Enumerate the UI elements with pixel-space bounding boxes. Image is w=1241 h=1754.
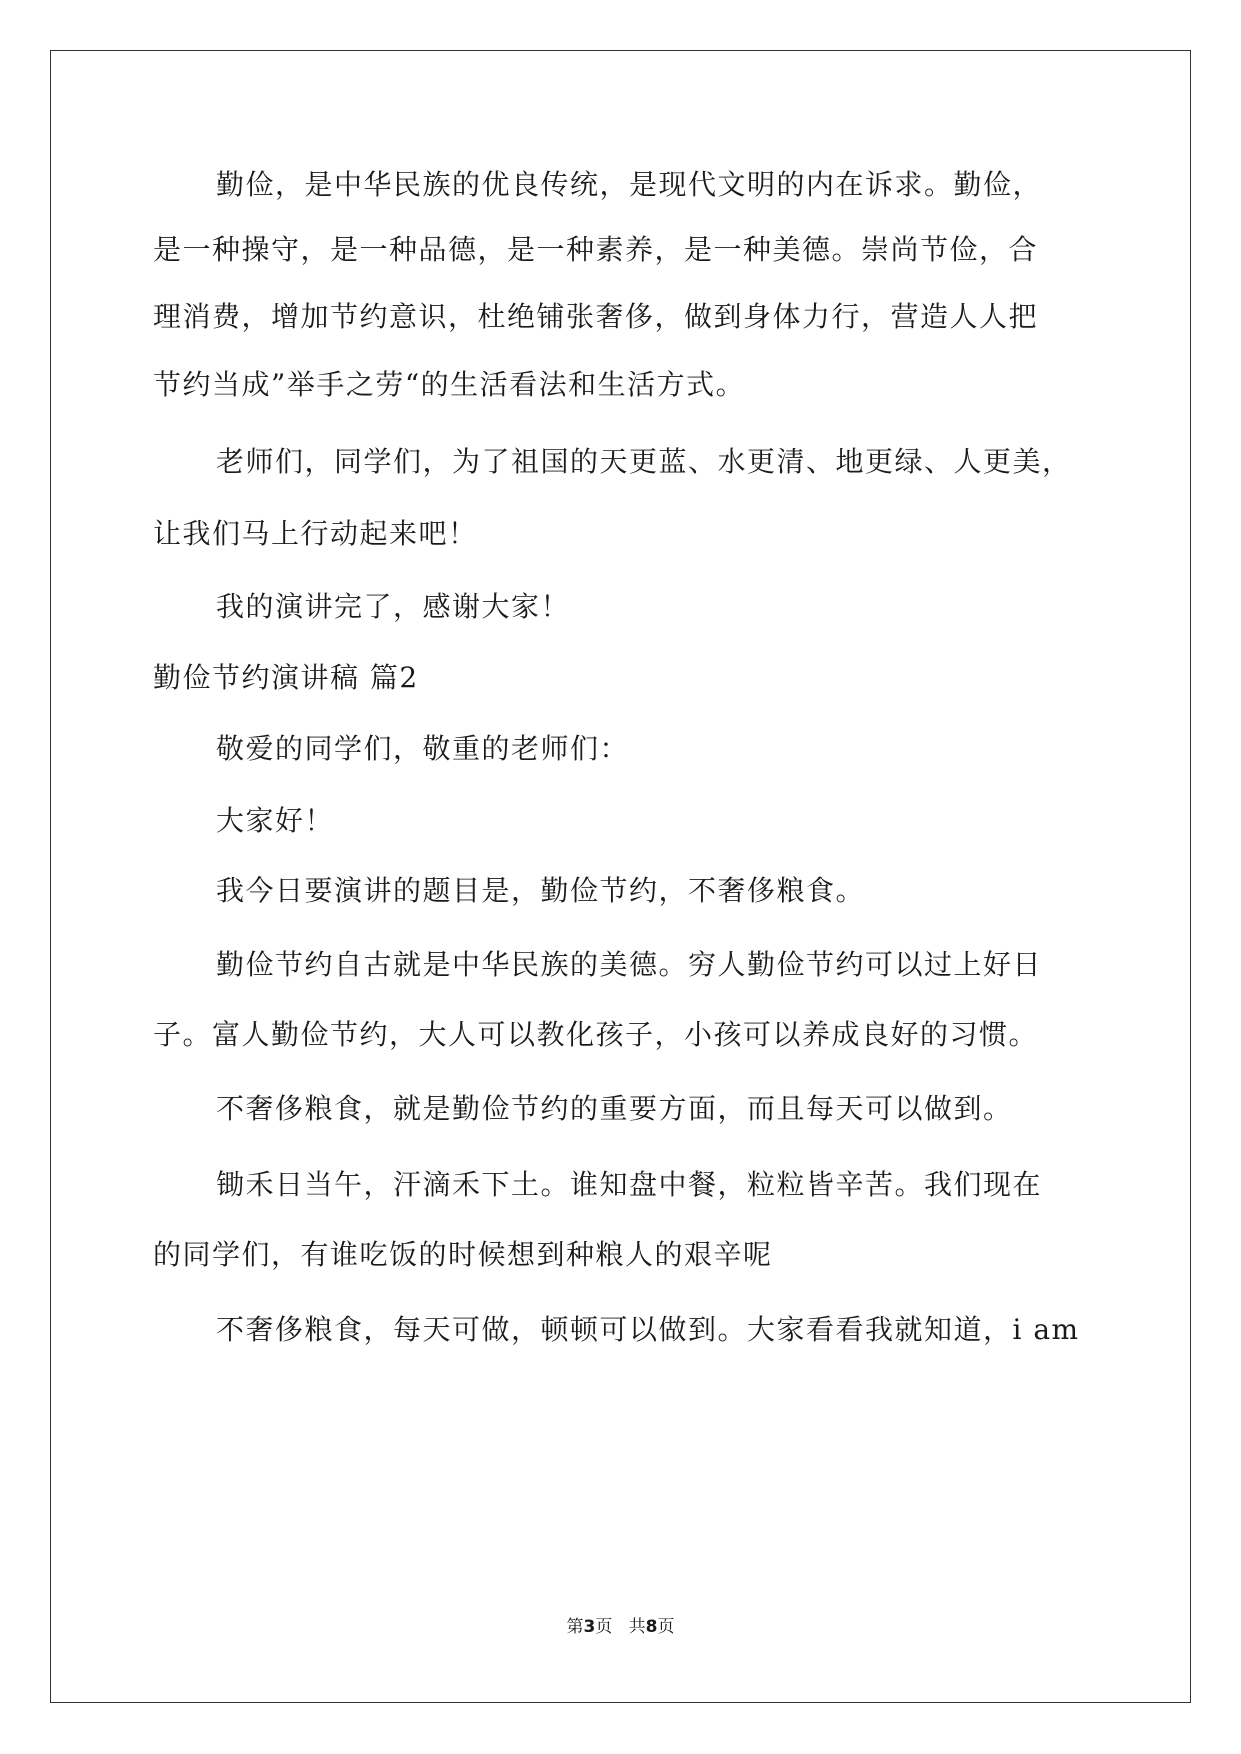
paragraph-line: 老师们，同学们，为了祖国的天更蓝、水更清、地更绿、人更美， <box>216 445 1072 478</box>
paragraph-line: 不奢侈粮食，每天可做，顿顿可以做到。大家看看我就知道，i am <box>216 1313 1080 1346</box>
paragraph-line: 不奢侈粮食，就是勤俭节约的重要方面，而且每天可以做到。 <box>216 1092 1013 1125</box>
page-footer <box>0 1612 1241 1637</box>
total-prefix: 共 <box>628 1617 646 1637</box>
paragraph-line: 是一种操守，是一种品德，是一种素养，是一种美德。崇尚节俭，合 <box>153 233 1039 266</box>
paragraph-line: 理消费，增加节约意识，杜绝铺张奢侈，做到身体力行，营造人人把 <box>153 300 1039 333</box>
paragraph-line: 我今日要演讲的题目是，勤俭节约，不奢侈粮食。 <box>216 874 866 907</box>
paragraph-line: 节约当成”举手之劳“的生活看法和生活方式。 <box>153 368 746 401</box>
paragraph-line: 勤俭节约自古就是中华民族的美德。穷人勤俭节约可以过上好日 <box>216 948 1043 981</box>
page-prefix: 第 <box>566 1617 584 1637</box>
paragraph-line: 我的演讲完了，感谢大家！ <box>216 590 571 623</box>
current-page-number: 3 <box>583 1617 596 1637</box>
paragraph-line: 让我们马上行动起来吧！ <box>153 517 478 550</box>
paragraph-line: 大家好！ <box>216 804 335 837</box>
paragraph-line: 敬爱的同学们，敬重的老师们： <box>216 732 630 765</box>
total-suffix: 页 <box>657 1617 675 1637</box>
paragraph-line: 锄禾日当午，汗滴禾下土。谁知盘中餐，粒粒皆辛苦。我们现在 <box>216 1168 1043 1201</box>
total-pages-number: 8 <box>645 1617 658 1637</box>
paragraph-line: 勤俭，是中华民族的优良传统，是现代文明的内在诉求。勤俭， <box>216 168 1043 201</box>
paragraph-line: 的同学们，有谁吃饭的时候想到种粮人的艰辛呢 <box>153 1238 773 1271</box>
page-suffix: 页 <box>595 1617 613 1637</box>
section-heading: 勤俭节约演讲稿 篇2 <box>153 661 419 694</box>
paragraph-line: 子。富人勤俭节约，大人可以教化孩子，小孩可以养成良好的习惯。 <box>153 1018 1039 1051</box>
